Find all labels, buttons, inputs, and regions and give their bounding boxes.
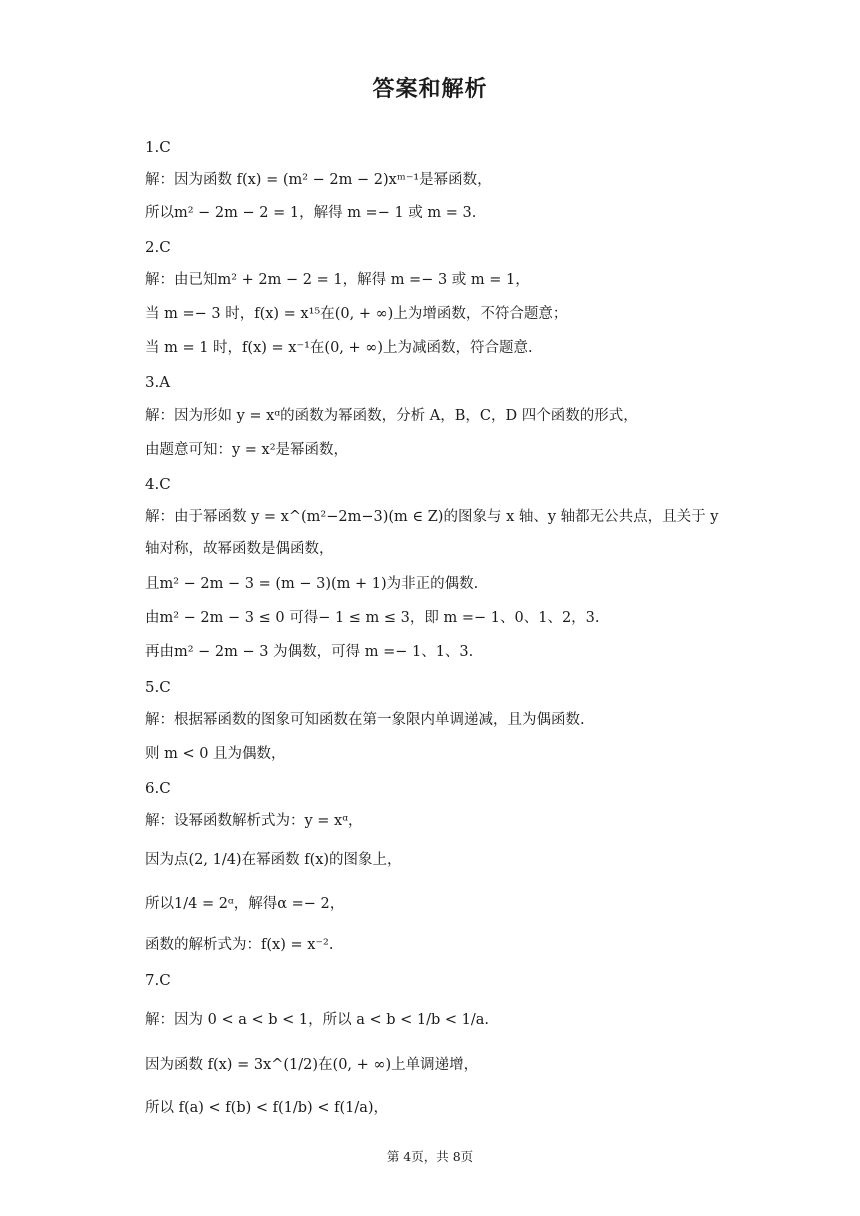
- question-number: 4.C: [145, 475, 171, 493]
- solution-line: 且m² − 2m − 3 = (m − 3)(m + 1)为非正的偶数.: [145, 576, 479, 592]
- question-number: 3.A: [145, 373, 171, 391]
- solution-line: 解：根据幂函数的图象可知函数在第一象限内单调递减，且为偶函数.: [145, 712, 585, 728]
- page-footer: 第 4页，共 8页: [386, 1149, 474, 1164]
- solution-line: 因为点(2, 1/4)在幂函数 f(x)的图象上，: [145, 852, 402, 868]
- solution-line: 所以 f(a) < f(b) < f(1/b) < f(1/a)，: [145, 1100, 389, 1116]
- solution-line: 则 m < 0 且为偶数，: [145, 746, 286, 762]
- solution-line: 由m² − 2m − 3 ≤ 0 可得− 1 ≤ m ≤ 3，即 m =− 1、0、1、2，3.: [145, 610, 600, 626]
- question-number: 7.C: [145, 971, 171, 989]
- question-number: 5.C: [145, 678, 171, 696]
- question-number: 6.C: [145, 779, 171, 797]
- question-number: 2.C: [145, 238, 171, 256]
- solution-line: 因为函数 f(x) = 3x^(1/2)在(0, + ∞)上单调递增，: [145, 1057, 479, 1073]
- solution-line: 解：因为形如 y = xᵅ的函数为幂函数，分析 A，B，C，D 四个函数的形式，: [145, 408, 638, 424]
- solution-line: 所以1/4 = 2ᵅ，解得α =− 2，: [145, 896, 345, 912]
- solution-line: 函数的解析式为：f(x) = x⁻².: [145, 937, 334, 953]
- solution-line: 由题意可知：y = x²是幂函数，: [145, 442, 349, 458]
- solution-line: 解：设幂函数解析式为：y = xᵅ，: [145, 813, 363, 829]
- solution-line: 解：因为 0 < a < b < 1，所以 a < b < 1/b < 1/a.: [145, 1012, 489, 1028]
- question-number: 1.C: [145, 138, 171, 156]
- solution-line: 当 m = 1 时，f(x) = x⁻¹在(0, + ∞)上为减函数，符合题意.: [145, 340, 533, 356]
- solution-line: 所以m² − 2m − 2 = 1，解得 m =− 1 或 m = 3.: [145, 205, 477, 221]
- page-title: 答案和解析: [372, 77, 488, 102]
- solution-line: 解：由已知m² + 2m − 2 = 1，解得 m =− 3 或 m = 1，: [145, 272, 530, 288]
- solution-line: 再由m² − 2m − 3 为偶数，可得 m =− 1、1、3.: [145, 644, 474, 660]
- solution-line: 解：由于幂函数 y = x^(m²−2m−3)(m ∈ Z)的图象与 x 轴、y 轴都无公共点，且关于 y 轴对称，故幂函数是偶函数，: [145, 509, 719, 557]
- solution-line: 当 m =− 3 时，f(x) = x¹⁵在(0, + ∞)上为增函数，不符合题意；: [145, 306, 568, 322]
- solution-line: 解：因为函数 f(x) = (m² − 2m − 2)xᵐ⁻¹是幂函数，: [145, 172, 492, 188]
